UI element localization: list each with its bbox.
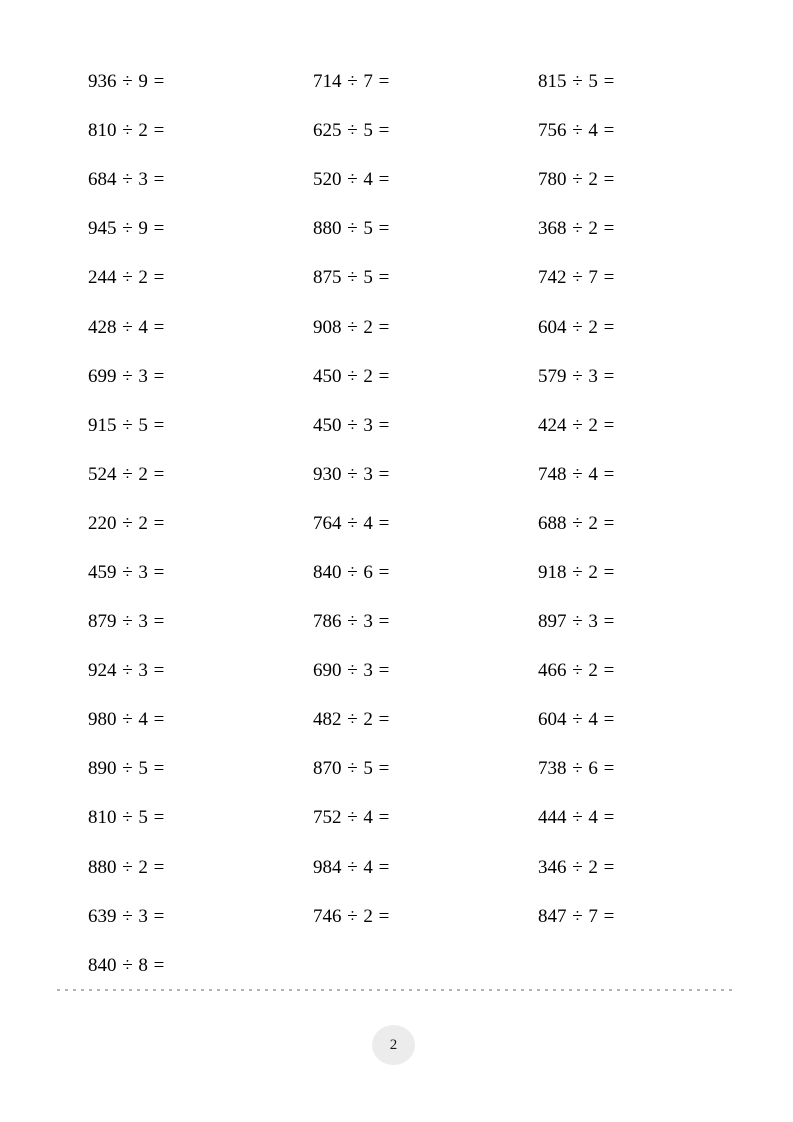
division-problem: 810 ÷ 2 =	[88, 120, 165, 142]
division-problem: 748 ÷ 4 =	[538, 463, 615, 485]
division-problem: 520 ÷ 4 =	[313, 169, 390, 191]
division-problem: 908 ÷ 2 =	[313, 316, 390, 338]
division-problem: 752 ÷ 4 =	[313, 807, 390, 829]
division-problem: 918 ÷ 2 =	[538, 561, 615, 583]
division-problem: 847 ÷ 7 =	[538, 905, 615, 927]
division-problem: 688 ÷ 2 =	[538, 512, 615, 534]
division-problem: 897 ÷ 3 =	[538, 611, 615, 633]
division-problem: 482 ÷ 2 =	[313, 709, 390, 731]
division-problem: 699 ÷ 3 =	[88, 365, 165, 387]
division-problem: 220 ÷ 2 =	[88, 512, 165, 534]
division-problem: 450 ÷ 3 =	[313, 414, 390, 436]
division-problem: 746 ÷ 2 =	[313, 905, 390, 927]
worksheet-grid	[88, 57, 763, 990]
division-problem: 625 ÷ 5 =	[313, 120, 390, 142]
division-problem: 368 ÷ 2 =	[538, 218, 615, 240]
division-problem: 459 ÷ 3 =	[88, 561, 165, 583]
division-problem: 930 ÷ 3 =	[313, 463, 390, 485]
page-number: 2	[389, 1036, 398, 1053]
division-problem: 466 ÷ 2 =	[538, 660, 615, 682]
division-problem: 714 ÷ 7 =	[313, 71, 390, 93]
division-problem: 742 ÷ 7 =	[538, 267, 615, 289]
division-problem: 786 ÷ 3 =	[313, 611, 390, 633]
division-problem: 604 ÷ 2 =	[538, 316, 615, 338]
division-problem: 815 ÷ 5 =	[538, 71, 615, 93]
division-problem: 936 ÷ 9 =	[88, 71, 165, 93]
division-problem: 639 ÷ 3 =	[88, 905, 165, 927]
dashed-divider	[57, 989, 737, 991]
division-problem: 424 ÷ 2 =	[538, 414, 615, 436]
division-problem: 880 ÷ 5 =	[313, 218, 390, 240]
division-problem: 879 ÷ 3 =	[88, 611, 165, 633]
division-problem: 840 ÷ 6 =	[313, 561, 390, 583]
empty-cell	[538, 941, 763, 990]
division-problem: 579 ÷ 3 =	[538, 365, 615, 387]
division-problem: 346 ÷ 2 =	[538, 856, 615, 878]
division-problem: 810 ÷ 5 =	[88, 807, 165, 829]
division-problem: 764 ÷ 4 =	[313, 512, 390, 534]
empty-cell	[313, 941, 538, 990]
division-problem: 984 ÷ 4 =	[313, 856, 390, 878]
division-problem: 444 ÷ 4 =	[538, 807, 615, 829]
division-problem: 244 ÷ 2 =	[88, 267, 165, 289]
division-problem: 945 ÷ 9 =	[88, 218, 165, 240]
division-problem: 980 ÷ 4 =	[88, 709, 165, 731]
division-problem: 924 ÷ 3 =	[88, 660, 165, 682]
division-problem: 880 ÷ 2 =	[88, 856, 165, 878]
division-problem: 780 ÷ 2 =	[538, 169, 615, 191]
division-problem: 875 ÷ 5 =	[313, 267, 390, 289]
division-problem: 840 ÷ 8 =	[88, 954, 165, 976]
division-problem: 690 ÷ 3 =	[313, 660, 390, 682]
division-problem: 684 ÷ 3 =	[88, 169, 165, 191]
division-problem: 756 ÷ 4 =	[538, 120, 615, 142]
division-problem: 428 ÷ 4 =	[88, 316, 165, 338]
division-problem: 738 ÷ 6 =	[538, 758, 615, 780]
division-problem: 870 ÷ 5 =	[313, 758, 390, 780]
division-problem: 524 ÷ 2 =	[88, 463, 165, 485]
division-problem: 604 ÷ 4 =	[538, 709, 615, 731]
division-problem: 915 ÷ 5 =	[88, 414, 165, 436]
division-problem: 890 ÷ 5 =	[88, 758, 165, 780]
division-problem: 450 ÷ 2 =	[313, 365, 390, 387]
page-number-badge	[372, 1025, 415, 1065]
